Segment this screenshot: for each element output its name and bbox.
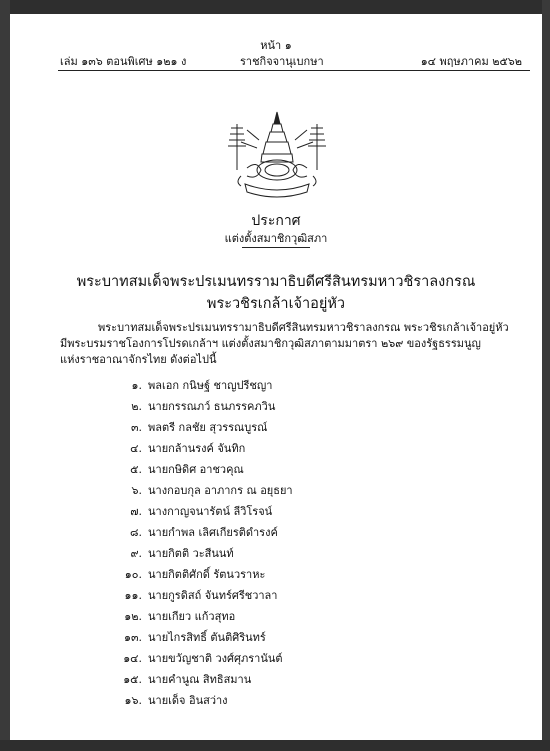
member-name: นายไกรสิทธิ์ ตันติศิรินทร์ <box>148 631 266 644</box>
list-item <box>100 439 400 455</box>
member-name: นายเกียว แก้วสุทอ <box>148 610 236 623</box>
member-name: พลตรี กลชัย สุวรรณบูรณ์ <box>148 421 268 434</box>
item-number: ๕. <box>130 463 142 476</box>
item-number: ๑๐. <box>124 568 142 581</box>
viewer-right-edge <box>542 0 550 751</box>
list-item <box>100 481 400 497</box>
list-item <box>100 607 400 623</box>
list-item <box>100 544 400 560</box>
item-number: ๗. <box>130 505 142 518</box>
announcement-title: ประกาศ <box>251 213 301 229</box>
item-number: ๑๖. <box>124 694 142 707</box>
king-title-line-1: พระบาทสมเด็จพระปรเมนทรรามาธิบดีศรีสินทรมหาวชิราลงกรณ <box>76 274 476 290</box>
viewer-top-edge <box>0 0 550 14</box>
subtitle-divider <box>242 247 310 248</box>
viewer-left-edge <box>0 0 10 751</box>
item-number: ๑๒. <box>124 610 142 623</box>
gazette-header <box>10 52 542 68</box>
list-item <box>100 376 400 392</box>
body-line-1: พระบาทสมเด็จพระปรเมนทรรามาธิบดีศรีสินทรมหาวชิราลงกรณ พระวชิรเกล้าเจ้าอยู่หัว <box>98 321 509 334</box>
member-name: นายกูรดิสถ์ จันทร์ศรีชวาลา <box>148 589 278 602</box>
volume-info: เล่ม ๑๓๖ ตอนพิเศษ ๑๒๑ ง <box>60 55 187 68</box>
member-name: นายกรรณภว์ ธนภรรคภวิน <box>148 400 276 413</box>
list-item <box>100 502 400 518</box>
list-item <box>100 460 400 476</box>
list-item <box>100 649 400 665</box>
announcement-body <box>60 320 530 368</box>
member-name: นายกำพล เลิศเกียรติดำรงค์ <box>148 526 278 539</box>
item-number: ๓. <box>130 421 142 434</box>
item-number: ๑. <box>131 379 142 392</box>
member-name: นายกษิดิศ อาชวคุณ <box>148 463 244 476</box>
list-item <box>100 523 400 539</box>
item-number: ๑๑. <box>124 589 142 602</box>
issue-date: ๑๔ พฤษภาคม ๒๕๖๒ <box>420 55 522 68</box>
announcement-subtitle: แต่งตั้งสมาชิกวุฒิสภา <box>224 232 328 245</box>
member-name: นางกอบกุล อาภากร ณ อยุธยา <box>148 484 293 497</box>
member-name: นายคำนูณ สิทธิสมาน <box>148 673 252 686</box>
item-number: ๑๕. <box>123 673 142 686</box>
item-number: ๘. <box>130 526 142 539</box>
list-item <box>100 670 400 686</box>
item-number: ๙. <box>130 547 142 560</box>
royal-crown-emblem-icon <box>217 110 337 200</box>
member-name: นายเด็จ อินสว่าง <box>148 694 228 707</box>
member-name: นายกิตติศักดิ์ รัตนวราหะ <box>148 568 266 581</box>
list-item <box>100 397 400 413</box>
member-name: นายขวัญชาติ วงศ์ศุภรานันต์ <box>148 652 283 665</box>
list-item <box>100 586 400 602</box>
item-number: ๑๓. <box>124 631 142 644</box>
gazette-name: ราชกิจจานุเบกษา <box>240 55 324 68</box>
member-name: นางกาญจนารัตน์ ลีวิโรจน์ <box>148 505 273 518</box>
king-title-line-2: พระวชิรเกล้าเจ้าอยู่หัว <box>206 296 346 312</box>
list-item <box>100 418 400 434</box>
body-line-2: มีพระบรมราชโองการโปรดเกล้าฯ แต่งตั้งสมาชิกวุฒิสภาตามมาตรา ๒๖๙ ของรัฐธรรมนูญ <box>60 337 481 350</box>
viewer-bottom-edge <box>0 740 550 751</box>
member-name: นายกิตติ วะสีนนท์ <box>148 547 234 560</box>
list-item <box>100 565 400 581</box>
page-number: หน้า ๑ <box>260 39 292 52</box>
list-item <box>100 691 400 707</box>
member-name: นายกล้านรงค์ จันทิก <box>148 442 246 455</box>
body-line-3: แห่งราชอาณาจักรไทย ดังต่อไปนี้ <box>60 353 217 366</box>
document-page <box>10 14 542 740</box>
item-number: ๖. <box>131 484 142 497</box>
list-item <box>100 628 400 644</box>
member-name: พลเอก กนิษฐ์ ชาญปรีชญา <box>148 379 273 392</box>
item-number: ๒. <box>131 400 142 413</box>
item-number: ๑๔. <box>123 652 142 665</box>
item-number: ๔. <box>130 442 142 455</box>
header-divider <box>58 70 530 71</box>
